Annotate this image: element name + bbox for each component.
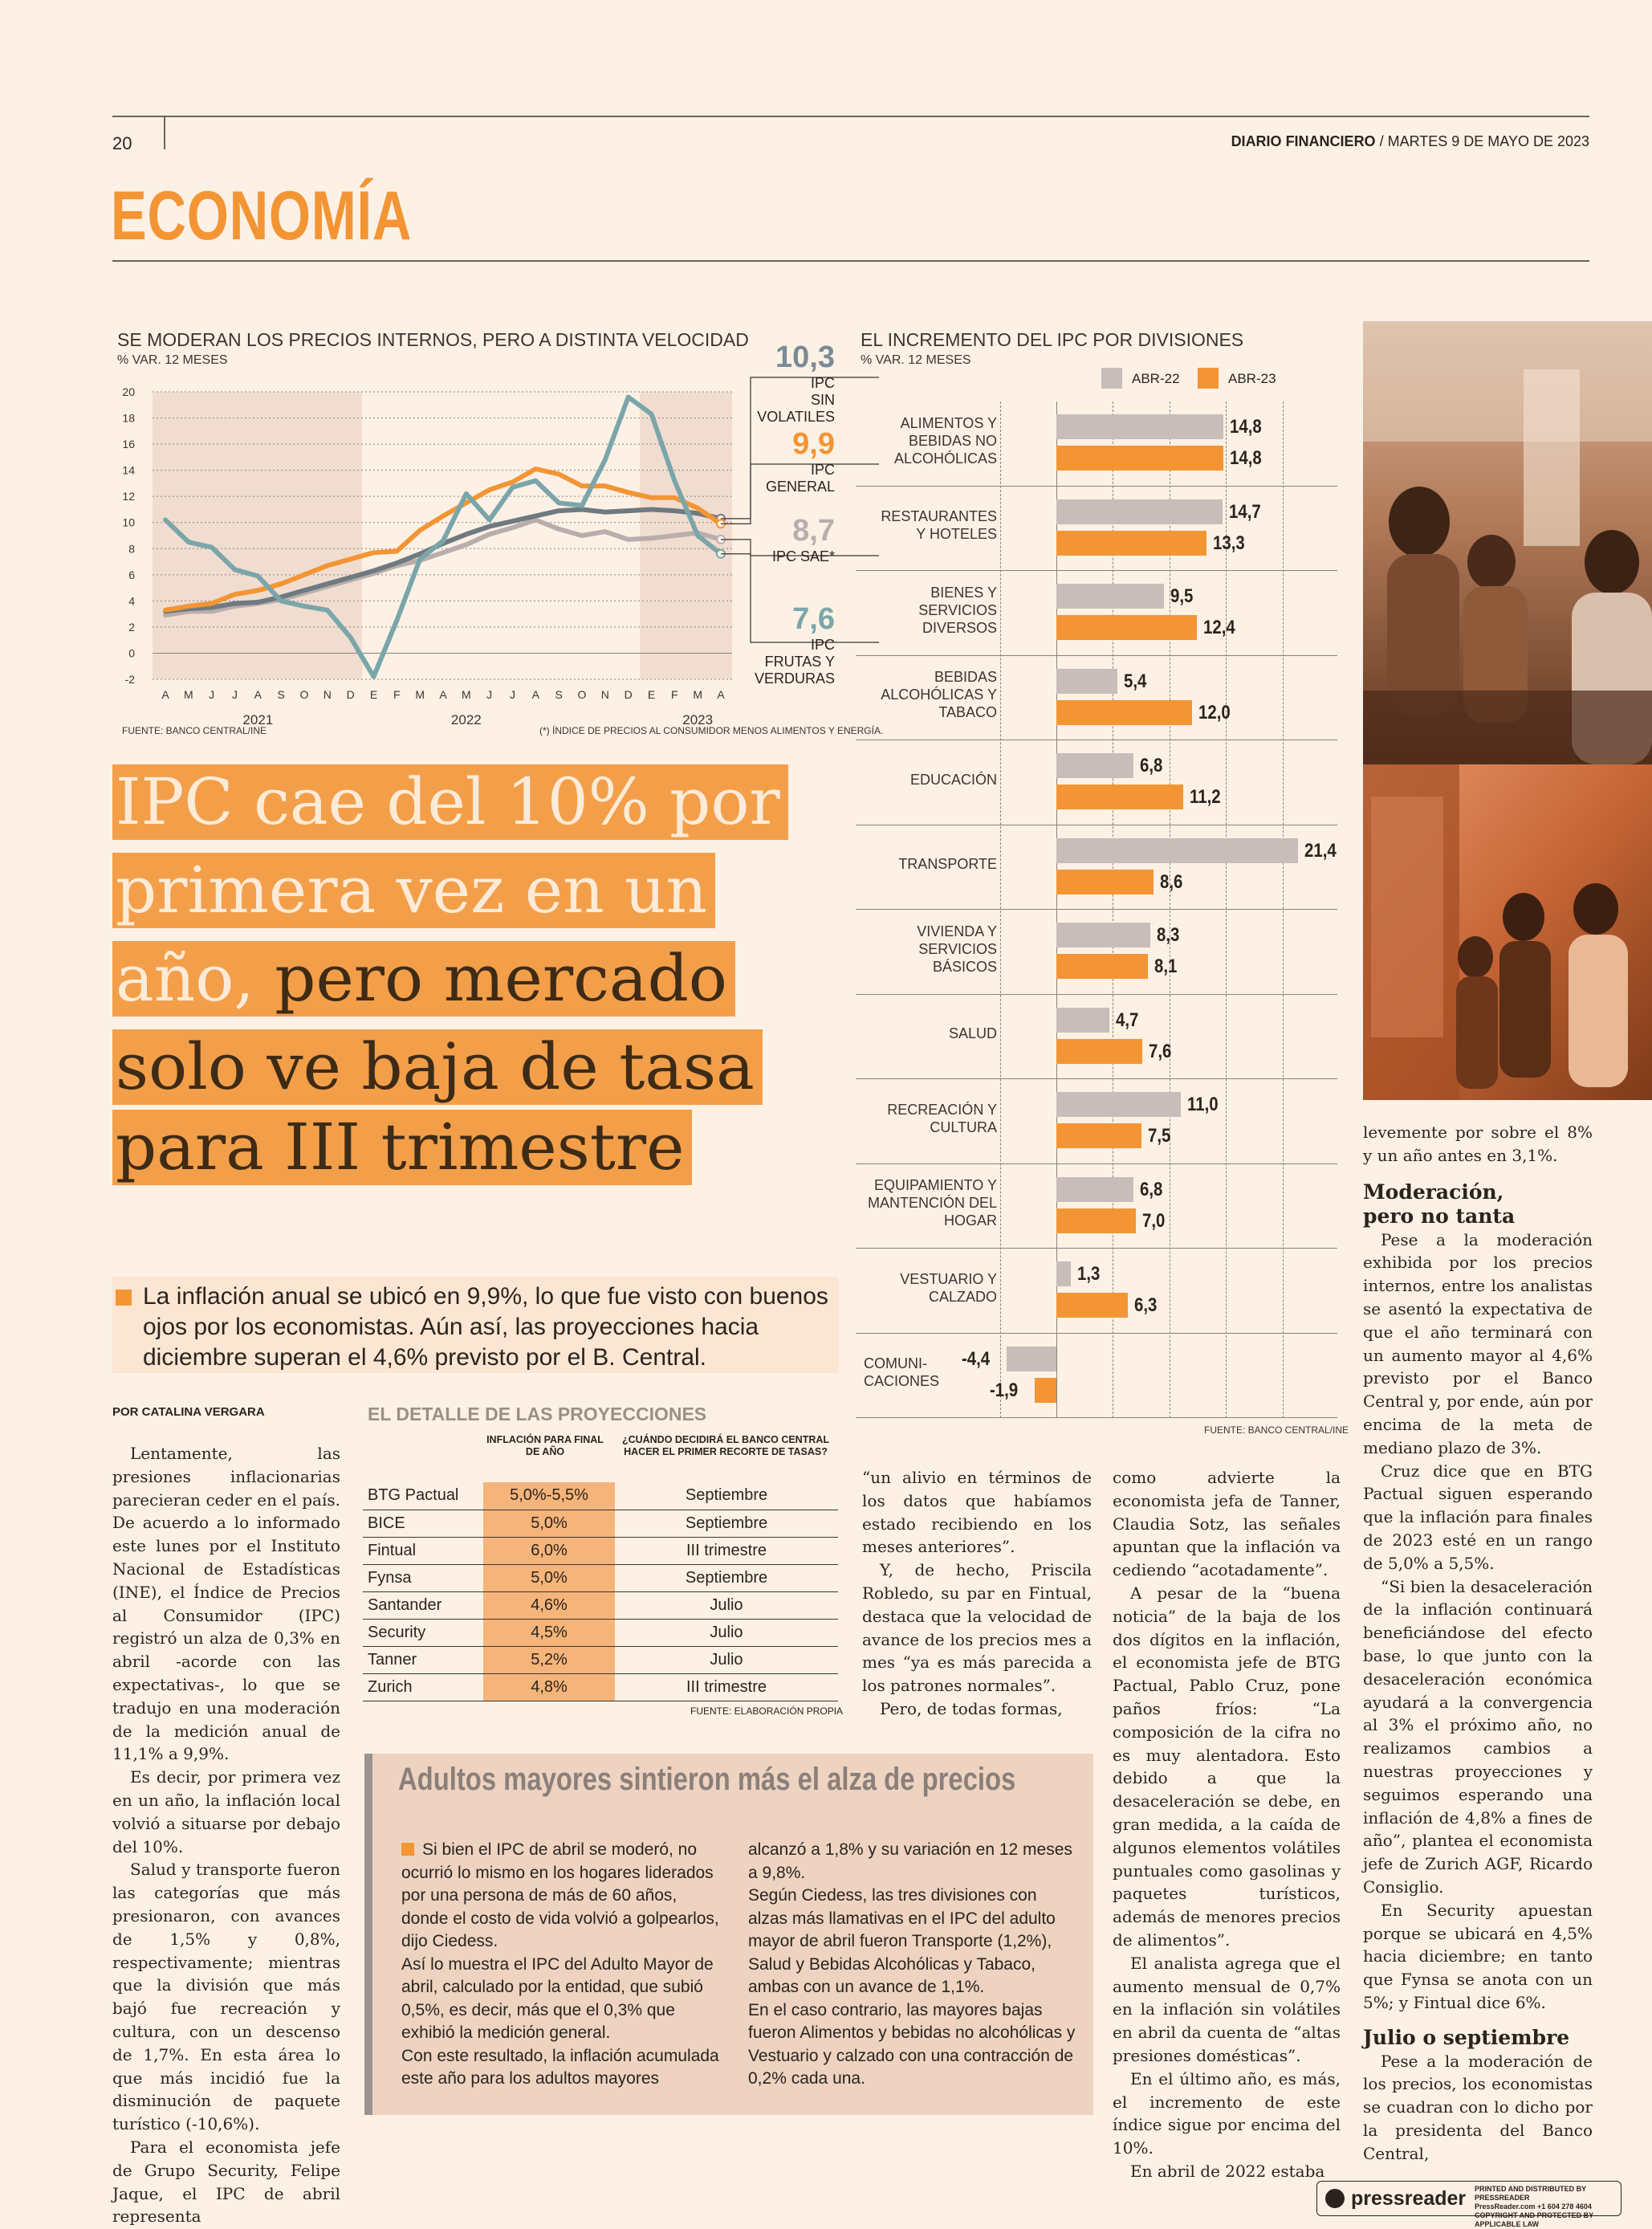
byline: POR CATALINA VERGARA [112, 1405, 265, 1419]
masthead [1231, 133, 1589, 150]
bar-group-separator [856, 1163, 1337, 1164]
pressreader-line-3: COPYRIGHT AND PROTECTED BY APPLICABLE LAW [1475, 2211, 1594, 2228]
bar-category-label: ALIMENTOS Y BEBIDAS NO ALCOHÓLICAS [893, 414, 997, 467]
x-year-label: 2022 [450, 712, 482, 727]
publication-name: DIARIO FINANCIERO [1231, 133, 1376, 149]
line-chart-source: FUENTE: BANCO CENTRAL/INE [122, 725, 267, 736]
x-tick-label: M [461, 688, 471, 701]
bar-category-label: SALUD [948, 1025, 997, 1042]
legend-swatch-abr22 [1101, 368, 1122, 389]
y-tick-label: 18 [122, 411, 135, 425]
photo-waiting-room [1363, 321, 1652, 764]
bar-value-label: 7,0 [1141, 1209, 1165, 1232]
bar-abr-22 [1056, 1092, 1181, 1117]
projections-entity: Zurich [363, 1673, 483, 1701]
label-sae-name1: IPC SAE* [771, 548, 835, 564]
sidebar-box-right [748, 1839, 1077, 2091]
projections-entity: Tanner [363, 1646, 483, 1673]
bar-value-label: 12,0 [1198, 701, 1231, 723]
projections-rate-cut: III trimestre [615, 1673, 838, 1701]
bar-abr-22 [1056, 669, 1117, 694]
col1-paragraph: Salud y transporte fueron las categorías que más presionaron, con avances de 1,5% y 0,8%, respectivamente; mientras que la división que más bajó fue recreación y cultura, con un descenso de 1,7%. En esta área lo que más incidió fue la disminución de paquete turístico (-10,6%). [112, 1860, 340, 2134]
headline-line-3a: año, [116, 941, 254, 1016]
bar-abr-22 [1056, 1177, 1133, 1202]
x-tick-label: D [624, 688, 633, 701]
projections-title: EL DETALLE DE LAS PROYECCIONES [368, 1404, 707, 1424]
x-tick-label: A [439, 688, 447, 701]
col2-paragraph: “un alivio en términos de los datos que habíamos estado recibiendo en los meses anteriores”. [862, 1468, 1092, 1557]
bar-abr-23 [1056, 700, 1192, 725]
bar-abr-22 [1056, 753, 1133, 778]
projections-rate-cut: Julio [615, 1591, 838, 1619]
label-general-name1: IPC [810, 462, 835, 478]
col4-paragraph: Cruz dice que en BTG Pactual siguen esperando que la inflación para finales de 2023 esté en un rango de 5,0% a 5,5%. [1363, 1461, 1593, 1573]
col2-paragraph: Y, de hecho, Priscila Robledo, su par en Fintual, destaca que la velocidad de avance de los precios mes a mes “ya es más parecida a los patrones normales”. [862, 1560, 1092, 1696]
projections-rate-cut: Septiembre [615, 1564, 838, 1591]
label-frutas-value: 7,6 [792, 602, 835, 636]
projections-table [363, 1482, 838, 1701]
col3-paragraph: En abril de 2022 estaba [1130, 2161, 1325, 2181]
sidebar-paragraph: En el caso contrario, las mayores bajas fueron Alimentos y bebidas no alcohólicas y Vestuario y calzado con una contracción de 0,2% cada una. [748, 2000, 1076, 2088]
bar-value-label: 4,7 [1116, 1009, 1139, 1031]
bar-group-separator [856, 1333, 1337, 1334]
bar-abr-23 [1056, 446, 1223, 471]
label-general-value: 9,9 [792, 427, 835, 461]
projections-entity: Security [363, 1619, 483, 1646]
col1-paragraph: Es decir, por primera vez en un año, la inflación local volvió a situarse por debajo del 10%. [112, 1767, 340, 1856]
x-tick-label: S [555, 688, 563, 701]
projections-col1-header: INFLACIÓN PARA FINAL DE AÑO [486, 1434, 604, 1457]
page-number: 20 [112, 133, 132, 153]
col3-paragraph: El analista agrega que el aumento mensual de 0,7% en la inflación sin volátiles en abril da cuenta de “altas presiones domésticas”. [1113, 1953, 1341, 2065]
x-tick-label: E [369, 688, 378, 701]
label-general-name2: GENERAL [765, 479, 835, 495]
y-tick-label: 12 [122, 490, 135, 503]
label-sae [730, 514, 835, 565]
bar-value-label: 13,3 [1213, 532, 1245, 554]
projections-entity: Fintual [363, 1537, 483, 1564]
x-tick-label: A [717, 688, 725, 701]
article-column-2 [862, 1466, 1092, 1721]
x-tick-label: E [647, 688, 656, 701]
pressreader-badge[interactable] [1316, 2181, 1621, 2228]
col4-paragraph: Pese a la moderación de los precios, los economistas se cuadran con lo dicho por la presidenta del Banco Central, [1363, 2051, 1593, 2163]
x-tick-label: F [671, 688, 678, 701]
issue-date: / MARTES 9 DE MAYO DE 2023 [1379, 133, 1589, 149]
sidebar-paragraph: alcanzó a 1,8% y su variación en 12 meses a 9,8%. [748, 1840, 1072, 1882]
x-tick-label: J [510, 688, 515, 701]
bar-chart-unit: % VAR. 12 MESES [861, 353, 971, 367]
bar-value-label: 8,6 [1160, 870, 1183, 893]
bar-abr-22 [1056, 499, 1223, 524]
bar-group-separator [856, 655, 1337, 656]
x-tick-label: A [531, 688, 540, 701]
bar-abr-23 [1056, 870, 1154, 894]
subhead: La inflación anual se ubicó en 9,9%, lo que fue visto con buenos ojos por los economistas. Aún así, las proyecciones hacia diciembre superan el 4,6% previsto por el B. Central. [143, 1283, 828, 1371]
projections-rate-cut: Septiembre [615, 1510, 838, 1537]
bar-value-label: 5,4 [1124, 670, 1147, 692]
col4-paragraph: “Si bien la desaceleración de la inflación continuará beneficiándose del efecto base, lo que junto con la desaceleración económica ayudará a la convergencia al 3% el próximo año, no realizamos cambios a nuestras proyecciones y seguimos esperando una inflación de 4,8% a fines de año”, plantea el economista jefe de Zurich AGF, Ricardo Consiglio. [1363, 1576, 1593, 1897]
projections-row [363, 1619, 838, 1646]
bar-value-label: -4,4 [962, 1347, 991, 1370]
projections-row [363, 1510, 838, 1537]
bar-abr-23 [1056, 531, 1206, 556]
article-column-3 [1113, 1466, 1341, 2183]
headline-line-3b: pero mercado [275, 941, 727, 1016]
x-tick-label: M [415, 688, 425, 701]
x-tick-label: A [161, 688, 169, 701]
bar-category-label: BIENES Y SERVICIOS DIVERSOS [918, 584, 997, 636]
bar-category-label: VIVIENDA Y SERVICIOS BÁSICOS [917, 923, 997, 975]
projections-row [363, 1564, 838, 1591]
article-column-1 [112, 1442, 340, 2228]
projections-inflation: 5,0% [483, 1564, 615, 1591]
x-tick-label: A [254, 688, 262, 701]
projections-rate-cut: Septiembre [615, 1482, 838, 1510]
bar-group-separator [856, 909, 1337, 910]
projections-inflation: 4,8% [483, 1673, 615, 1701]
x-tick-label: N [323, 688, 332, 701]
bar-group-separator [856, 994, 1337, 995]
x-tick-label: O [299, 688, 309, 701]
bar-abr-23 [1035, 1378, 1056, 1403]
sidebar-paragraph: Con este resultado, la inflación acumulada este año para los adultos mayores [401, 2046, 719, 2088]
bar-value-label: 11,2 [1189, 786, 1221, 808]
x-tick-label: J [486, 688, 493, 701]
pressreader-brand: pressreader [1351, 2187, 1467, 2210]
label-sin-volatiles-value: 10,3 [775, 340, 835, 374]
bar-group-separator [856, 1417, 1337, 1418]
projections-rate-cut: Julio [615, 1646, 838, 1673]
bar-abr-22 [1056, 414, 1223, 439]
photo-waiting-room-art [1363, 321, 1652, 764]
col1-paragraph: Lentamente, las presiones inflacionarias parecieran ceder en el país. De acuerdo a lo informado este lunes por el Instituto Nacional de Estadísticas (INE), el Índice de Precios al Consumidor (IPC) registró un alza de 0,3% en abril -acorde con las expectativas-, lo que se tradujo en una moderación de la medición anual de 11,1% a 9,9%. [112, 1444, 340, 1764]
bar-category-label: RECREACIÓN Y CULTURA [887, 1101, 997, 1135]
projections-row [363, 1646, 838, 1673]
bar-abr-23 [1056, 784, 1183, 809]
bar-abr-23 [1056, 954, 1148, 979]
headline-line-5: para III trimestre [112, 1110, 692, 1185]
label-sin-volatiles-name1: IPC [810, 375, 835, 391]
sidebar-box-left [401, 1839, 726, 2091]
bar-category-label: TRANSPORTE [898, 856, 997, 873]
bar-category-label: VESTUARIO Y CALZADO [900, 1270, 997, 1305]
photo-street-crowd [1363, 764, 1652, 1100]
pressreader-logo-icon [1325, 2189, 1345, 2208]
bar-gridline [1283, 401, 1284, 1418]
bar-group-separator [856, 570, 1337, 571]
bar-value-label: 6,8 [1139, 1178, 1163, 1200]
y-tick-label: 2 [128, 620, 135, 634]
bar-chart [856, 401, 1349, 1445]
projections-rate-cut: III trimestre [615, 1537, 838, 1564]
legend-swatch-abr23 [1198, 368, 1219, 389]
col3-paragraph: como advierte la economista jefa de Tanner, Claudia Sotz, las señales apuntan que la inflación va cediendo “acotadamente”. [1113, 1468, 1341, 1580]
x-tick-label: S [277, 688, 285, 701]
y-tick-label: 20 [122, 385, 135, 398]
bar-chart-title: EL INCREMENTO DEL IPC POR DIVISIONES [861, 329, 1244, 350]
projections-inflation: 4,6% [483, 1591, 615, 1619]
bar-value-label: 12,4 [1202, 617, 1235, 638]
bar-abr-23 [1056, 615, 1197, 640]
label-frutas [722, 602, 835, 687]
bar-category-label: RESTAURANTES Y HOTELES [881, 508, 997, 543]
legend-abr22: ABR-22 [1132, 371, 1180, 386]
x-tick-label: N [600, 688, 609, 701]
bar-value-label: 14,8 [1230, 447, 1263, 469]
x-tick-label: J [209, 688, 215, 701]
bar-value-label: 21,4 [1304, 839, 1337, 862]
headline-line-1: IPC cae del 10% por [112, 764, 788, 840]
bar-value-label: 14,7 [1228, 500, 1261, 523]
bar-abr-22 [1056, 838, 1298, 863]
bar-value-label: 9,5 [1170, 585, 1194, 607]
y-tick-label: 14 [122, 463, 135, 477]
projections-inflation: 6,0% [483, 1537, 615, 1564]
y-tick-label: 10 [122, 515, 135, 529]
projections-inflation: 5,0%-5,5% [483, 1482, 615, 1510]
legend-abr23: ABR-23 [1228, 371, 1276, 386]
headline-line-3 [112, 941, 735, 1017]
pressreader-line-2: PressReader.com +1 604 278 4604 [1475, 2203, 1592, 2211]
bar-value-label: 14,8 [1230, 416, 1263, 438]
projections-entity: BTG Pactual [363, 1482, 483, 1510]
bar-abr-23 [1056, 1293, 1128, 1318]
label-sin-volatiles-name2: SIN VOLATILES [757, 392, 835, 425]
bar-value-label: 6,3 [1133, 1294, 1158, 1316]
x-tick-label: M [693, 688, 703, 701]
bar-abr-23 [1056, 1123, 1141, 1148]
pressreader-line-1: PRINTED AND DISTRIBUTED BY PRESSREADER [1475, 2185, 1587, 2202]
header-rule [112, 116, 1589, 117]
bar-value-label: 7,5 [1147, 1125, 1170, 1147]
header-divider [164, 117, 165, 149]
label-frutas-name1: IPC [810, 637, 835, 653]
col3-paragraph: En el último año, es más, el incremento de este índice sigue por encima del 10%. [1113, 2068, 1341, 2158]
projections-row [363, 1537, 838, 1564]
article-column-4 [1363, 1121, 1593, 2166]
subhead-bullet [116, 1290, 132, 1306]
line-chart-title: SE MODERAN LOS PRECIOS INTERNOS, PERO A DISTINTA VELOCIDAD [117, 329, 749, 350]
x-year-label: 2021 [242, 712, 274, 727]
y-tick-label: -2 [124, 673, 135, 686]
x-year-label: 2023 [682, 712, 714, 727]
section-rule [112, 260, 1589, 262]
bar-category-label: COMUNI- CACIONES [864, 1355, 940, 1390]
sidebar-bullet [401, 1843, 414, 1856]
col2-paragraph: Pero, de todas formas, [880, 1698, 1063, 1718]
projections-col2-header: ¿CUÁNDO DECIDIRÁ EL BANCO CENTRAL HACER EL PRIMER RECORTE DE TASAS? [621, 1434, 830, 1457]
bar-abr-22 [1056, 584, 1164, 609]
projections-source: FUENTE: ELABORACIÓN PROPIA [690, 1705, 844, 1717]
y-tick-label: 0 [128, 646, 135, 660]
col4-paragraph: En Security apuestan porque se ubicará en 4,5% hacia diciembre; en tanto que Fynsa se anota con un 5%; y Fintual dice 6%. [1363, 1900, 1593, 2012]
bar-abr-23 [1056, 1039, 1142, 1064]
bar-value-label: 8,3 [1156, 924, 1180, 946]
label-sin-volatiles [730, 340, 835, 426]
bar-gridline [1000, 401, 1001, 1418]
x-tick-label: O [577, 688, 587, 701]
col4-subheading-2: Julio o septiembre [1363, 2025, 1570, 2049]
col4-subheading-1: Moderación, pero no tanta [1363, 1180, 1516, 1228]
photo-street-crowd-art [1363, 764, 1652, 1100]
projections-inflation: 5,2% [483, 1646, 615, 1673]
projections-inflation: 5,0% [483, 1510, 615, 1537]
sidebar-paragraph: Así lo muestra el IPC del Adulto Mayor de abril, calculado por la entidad, que subió 0,5%, es decir, más que el 0,3% que exhibió la medición general. [401, 1954, 714, 2042]
y-tick-label: 8 [128, 542, 135, 556]
headline-line-2: primera vez en un [112, 853, 715, 928]
sidebar-paragraph [401, 1839, 726, 1954]
sidebar-box-title: Adultos mayores sintieron más el alza de precios [398, 1762, 1016, 1797]
bar-value-label: 6,8 [1139, 755, 1163, 776]
bar-value-label: 8,1 [1154, 956, 1178, 977]
bar-category-label: BEBIDAS ALCOHÓLICAS Y TABACO [881, 669, 997, 721]
label-general [730, 427, 835, 495]
bar-value-label: 11,0 [1186, 1094, 1219, 1115]
projections-entity: BICE [363, 1510, 483, 1537]
x-tick-label: J [232, 688, 238, 701]
col3-paragraph: A pesar de la “buena noticia” de la baja de los dos dígitos en la inflación, el economista jefe de BTG Pactual, Pablo Cruz, pone paños fríos: “La composición de la cifra no es muy alentadora. Esto debido a que la desaceleración se debe, en gran medida, a la caída de algunos elementos volátiles puntuales como gasolinas y paquetes turísticos, además de menores precios de alimentos”. [1113, 1583, 1341, 1950]
bar-category-label: EDUCACIÓN [909, 771, 997, 788]
projections-rate-cut: Julio [615, 1619, 838, 1646]
y-tick-label: 6 [128, 568, 135, 581]
label-frutas-name2: FRUTAS Y VERDURAS [754, 654, 835, 687]
bar-abr-22 [1007, 1347, 1056, 1371]
bar-value-label: 7,6 [1149, 1040, 1172, 1062]
col4-intro: levemente por sobre el 8% y un año antes en 3,1%. [1363, 1123, 1593, 1165]
bar-group-separator [856, 1248, 1337, 1249]
bar-abr-22 [1056, 923, 1150, 947]
sidebar-paragraph: Según Ciedess, las tres divisiones con alzas más llamativas en el IPC del adulto mayor de abril fueron Transporte (1,2%), Salud y Bebidas Alcohólicas y Tabaco, ambas con un avance de 1,1%. [748, 1886, 1056, 1996]
sidebar-box-bar [364, 1754, 372, 2115]
label-sae-value: 8,7 [792, 514, 835, 548]
projections-inflation: 4,5% [483, 1619, 615, 1646]
bar-group-separator [856, 486, 1337, 487]
y-tick-label: 16 [122, 438, 135, 451]
bar-value-label: 1,3 [1077, 1263, 1101, 1285]
bar-category-label: EQUIPAMIENTO Y MANTENCIÓN DEL HOGAR [867, 1177, 997, 1229]
bar-abr-22 [1056, 1008, 1109, 1033]
bar-chart-source: FUENTE: BANCO CENTRAL/INE [1204, 1424, 1349, 1436]
y-tick-label: 4 [128, 594, 135, 608]
x-tick-label: D [346, 688, 355, 701]
projections-entity: Fynsa [363, 1564, 483, 1591]
sidebar-paragraph-text: Si bien el IPC de abril se moderó, no ocurrió lo mismo en los hogares liderados por una persona de más de 60 años, donde el costo de vida volvió a golpearlos, dijo Ciedess. [401, 1840, 719, 1950]
bar-abr-22 [1056, 1261, 1071, 1286]
line-chart-unit: % VAR. 12 MESES [117, 353, 228, 367]
bar-abr-23 [1056, 1208, 1136, 1233]
projections-entity: Santander [363, 1591, 483, 1619]
headline-line-4: solo ve baja de tasa [112, 1029, 763, 1105]
pressreader-credits [1475, 2185, 1619, 2229]
projections-row [363, 1482, 838, 1510]
projections-row [363, 1673, 838, 1701]
bar-group-separator [856, 1078, 1337, 1079]
col4-paragraph: Pese a la moderación exhibida por los precios internos, entre los analistas se asentó la expectativa de que el año terminará con un aumento mayor al 4,6% previsto por el Banco Central y, por ende, aún por encima de la meta de mediano plazo de 3%. [1363, 1229, 1593, 1457]
projections-row [363, 1591, 838, 1619]
bar-value-label: -1,9 [990, 1379, 1019, 1401]
col1-paragraph: Para el economista jefe de Grupo Security, Felipe Jaque, el IPC de abril representa [112, 2137, 340, 2227]
x-tick-label: M [183, 688, 193, 701]
line-chart-note: (*) ÍNDICE DE PRECIOS AL CONSUMIDOR MENOS ALIMENTOS Y ENERGÍA. [539, 725, 884, 736]
section-title: ECONOMÍA [111, 177, 413, 255]
x-tick-label: F [393, 688, 401, 701]
